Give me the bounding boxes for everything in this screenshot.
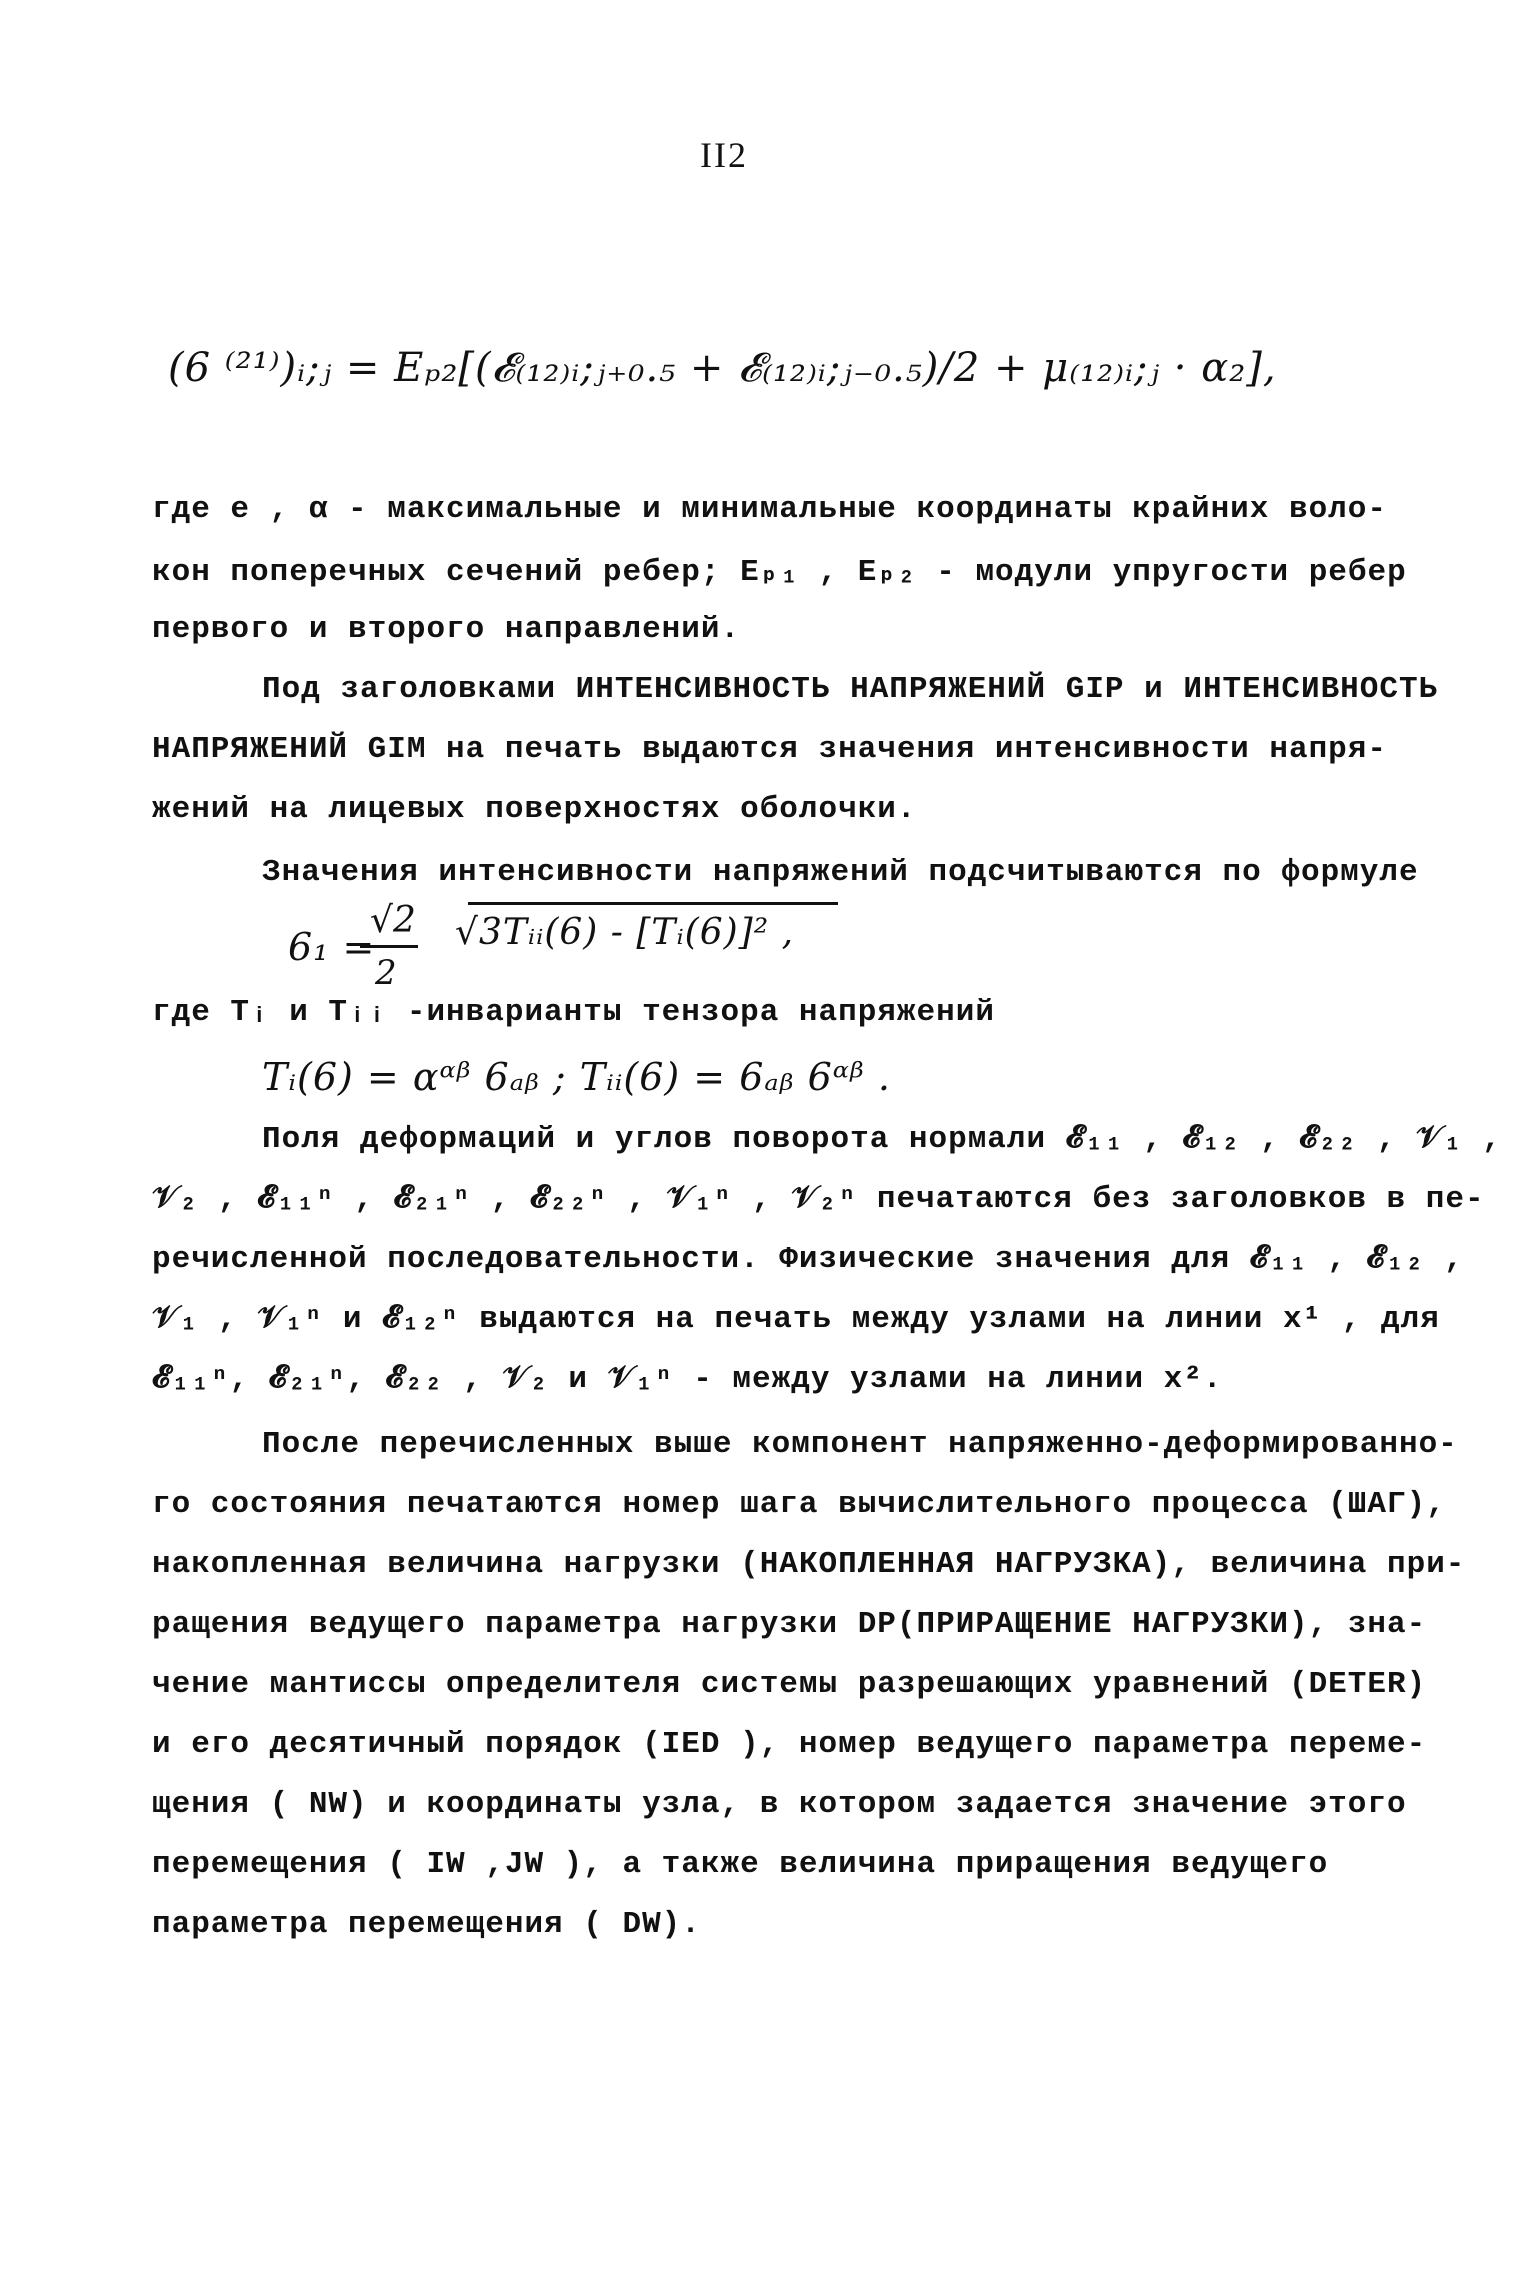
stress-formula: (6 ⁽²¹⁾)ᵢ;ⱼ = Eₚ₂[(𝓔₍₁₂₎ᵢ;ⱼ₊₀.₅ + 𝓔₍₁₂₎ᵢ;ⱼ₋₀.₅)/2 + μ₍₁₂₎ᵢ;ⱼ · α₂], <box>168 345 1277 391</box>
text-line-17: ращения ведущего параметра нагрузки DP(ПРИРАЩЕНИЕ НАГРУЗКИ), зна- <box>152 1607 1427 1642</box>
text-line-16: накопленная величина нагрузки (НАКОПЛЕННАЯ НАГРУЗКА), величина при- <box>152 1547 1466 1582</box>
text-line-11: речисленной последовательности. Физические значения для 𝓔₁₁ , 𝓔₁₂ , <box>152 1242 1464 1277</box>
invariants-formula: Tᵢ(6) = αᵅᵝ 6ₐᵦ ; Tᵢᵢ(6) = 6ₐᵦ 6ᵅᵝ . <box>262 1055 891 1099</box>
intensity-formula-radicand: √3Tᵢᵢ(6) - [Tᵢ(6)]² , <box>455 912 795 953</box>
text-line-19: и его десятичный порядок (IED ), номер ведущего параметра переме- <box>152 1727 1427 1762</box>
intensity-formula-denominator: 2 <box>375 953 398 993</box>
text-line-21: перемещения ( IW ,JW ), а также величина приращения ведущего <box>152 1847 1329 1882</box>
text-line-5: НАПРЯЖЕНИЙ GIM на печать выдаются значения интенсивности напря- <box>152 732 1387 767</box>
page-number: II2 <box>700 135 748 175</box>
text-line-7: Значения интенсивности напряжений подсчитываются по формуле <box>262 855 1419 890</box>
intensity-formula-lhs: 6₁ = <box>288 925 376 969</box>
text-line-14: После перечисленных выше компонент напряженно-деформированно- <box>262 1427 1458 1462</box>
text-line-8: где Tᵢ и Tᵢᵢ -инварианты тензора напряжений <box>152 995 995 1030</box>
text-line-10: 𝒱₂ , 𝓔₁₁ⁿ , 𝓔₂₁ⁿ , 𝓔₂₂ⁿ , 𝒱₁ⁿ , 𝒱₂ⁿ печатаются без заголовков в пе- <box>152 1182 1485 1217</box>
text-line-22: параметра перемещения ( DW). <box>152 1907 701 1942</box>
text-line-6: жений на лицевых поверхностях оболочки. <box>152 792 917 827</box>
text-line-13: 𝓔₁₁ⁿ, 𝓔₂₁ⁿ, 𝓔₂₂ , 𝒱₂ и 𝒱₁ⁿ - между узлами на линии x². <box>152 1362 1223 1397</box>
text-line-4: Под заголовками ИНТЕНСИВНОСТЬ НАПРЯЖЕНИЙ GIP и ИНТЕНСИВНОСТЬ <box>262 672 1439 707</box>
text-line-2: кон поперечных сечений ребер; Eₚ₁ , Eₚ₂ - модули упругости ребер <box>152 555 1407 590</box>
text-line-15: го состояния печатаются номер шага вычислительного процесса (ШАГ), <box>152 1487 1446 1522</box>
text-line-20: щения ( NW) и координаты узла, в котором задается значение этого <box>152 1787 1407 1822</box>
text-line-9: Поля деформаций и углов поворота нормали 𝓔₁₁ , 𝓔₁₂ , 𝓔₂₂ , 𝒱₁ , <box>262 1122 1502 1157</box>
text-line-3: первого и второго направлений. <box>152 612 741 647</box>
text-line-12: 𝒱₁ , 𝒱₁ⁿ и 𝓔₁₂ⁿ выдаются на печать между узлами на линии x¹ , для <box>152 1302 1440 1337</box>
text-line-1: где e , α - максимальные и минимальные координаты крайних воло- <box>152 492 1387 527</box>
intensity-sqrt-bar <box>468 902 838 905</box>
text-line-18: чение мантиссы определителя системы разрешающих уравнений (DETER) <box>152 1667 1427 1702</box>
intensity-formula-numerator: √2 <box>370 900 416 941</box>
